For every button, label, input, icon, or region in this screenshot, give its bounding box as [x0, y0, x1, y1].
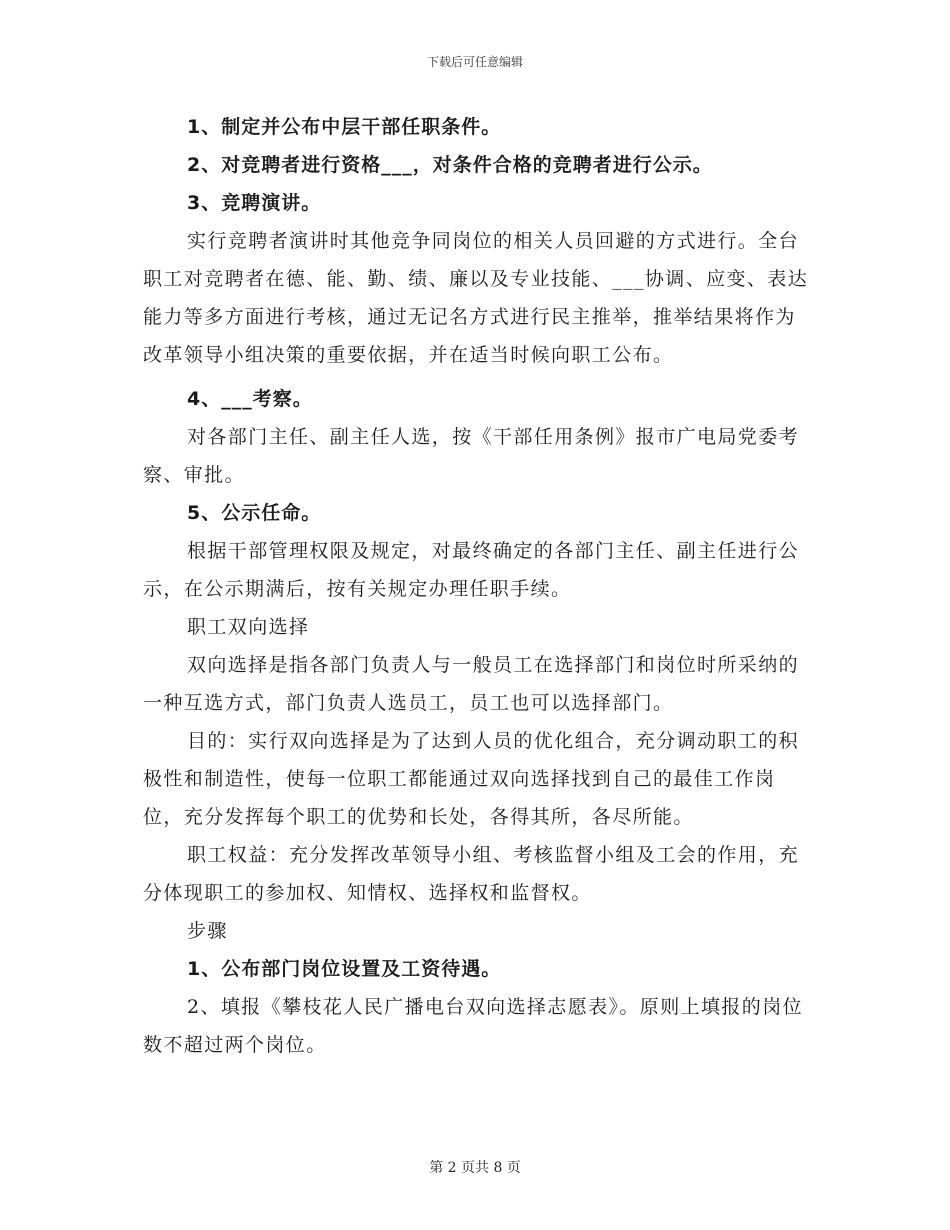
paragraph-definition: 双向选择是指各部门负责人与一般员工在选择部门和岗位时所采纳的一种互选方式，部门负责人选员工，员工也可以选择部门。 [143, 654, 800, 714]
paragraph-inspection: 对各部门主任、副主任人选，按《干部任用条例》报市广电局党委考察、审批。 [143, 426, 800, 486]
heading-step-5: 5、公示任命。 [187, 502, 322, 524]
page-footer: 第 2 页共 8 页 [429, 1160, 521, 1176]
paragraph-publicity: 根据干部管理权限及规定，对最终确定的各部门主任、副主任进行公示，在公示期满后，按有关规定办理任职手续。 [143, 540, 800, 600]
page-header: 下载后可任意编辑 [426, 55, 523, 69]
heading-step-4: 4、___考察。 [187, 388, 313, 410]
heading-step-2: 2、对竞聘者进行资格___，对条件合格的竞聘者进行公示。 [187, 154, 713, 176]
paragraph-speech: 实行竞聘者演讲时其他竞争同岗位的相关人员回避的方式进行。全台职工对竞聘者在德、能、勤、绩、廉以及专业技能、___协调、应变、表达能力等多方面进行考核，通过无记名方式进行民主推举，推举结果将作为改革领导小组决策的重要依据，并在适当时候向职工公布。 [143, 230, 809, 366]
section-title-steps: 步骤 [187, 920, 228, 942]
heading-step-1: 1、制定并公布中层干部任职条件。 [187, 116, 502, 138]
document-body [143, 108, 813, 1064]
paragraph-fill-form: 2、填报《攀枝花人民广播电台双向选择志愿表》。原则上填报的岗位数不超过两个岗位。 [143, 996, 803, 1056]
heading-publish-positions: 1、公布部门岗位设置及工资待遇。 [187, 958, 502, 980]
paragraph-purpose: 目的：实行双向选择是为了达到人员的优化组合，充分调动职工的积极性和制造性，使每一位职工都能通过双向选择找到自己的最佳工作岗位，充分发挥每个职工的优势和长处，各得其所，各尽所能。 [143, 730, 800, 828]
section-title-two-way: 职工双向选择 [187, 616, 310, 638]
paragraph-rights: 职工权益：充分发挥改革领导小组、考核监督小组及工会的作用，充分体现职工的参加权、知情权、选择权和监督权。 [143, 844, 800, 904]
heading-step-3: 3、竞聘演讲。 [187, 192, 322, 214]
